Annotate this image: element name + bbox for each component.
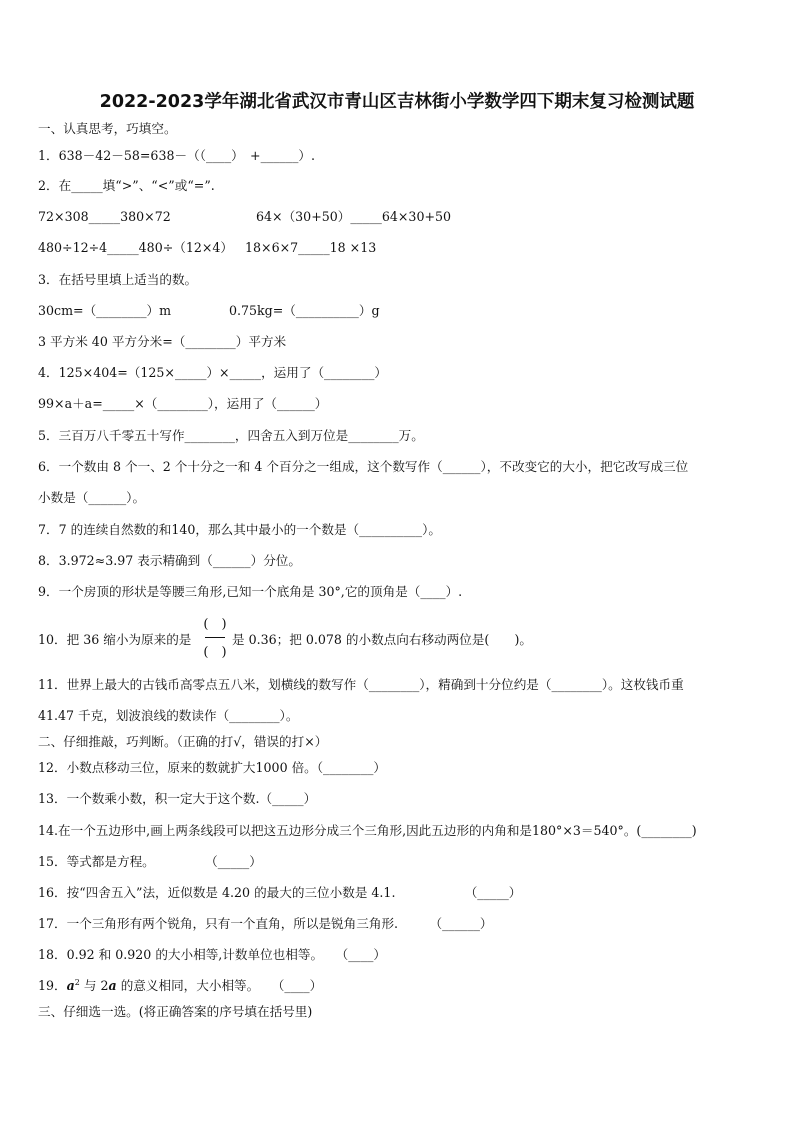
question-16: 16．按“四舍五入”法，近似数是 4.20 的最大的三位小数是 4.1. （_____） bbox=[38, 885, 522, 900]
page-title: 2022-2023学年湖北省武汉市青山区吉林街小学数学四下期末复习检测试题 bbox=[99, 92, 695, 112]
question-19-number: 19． bbox=[38, 978, 67, 993]
section-3-heading: 三、仔细选一选。(将正确答案的序号填在括号里) bbox=[38, 1004, 313, 1019]
question-17: 17．一个三角形有两个锐角，只有一个直角，所以是锐角三角形. （______） bbox=[38, 916, 493, 931]
fraction-denominator: ( ) bbox=[203, 645, 227, 660]
question-3: 3．在括号里填上适当的数。 bbox=[38, 272, 198, 287]
question-2-item-3: 480÷12÷4_____480÷（12×4） bbox=[38, 240, 234, 255]
question-6: 6．一个数由 8 个一、2 个十分之一和 4 个百分之一组成，这个数写作（______），不改变它的大小，把它改写成三位 bbox=[38, 459, 689, 474]
question-7: 7．7 的连续自然数的和140，那么其中最小的一个数是（__________）。 bbox=[38, 522, 441, 537]
variable-a: a bbox=[66, 978, 75, 993]
question-9: 9．一个房顶的形状是等腰三角形,已知一个底角是 30°,它的顶角是（____）. bbox=[38, 584, 463, 599]
question-4: 4．125×404=（125×_____）×_____，运用了（________） bbox=[38, 365, 388, 380]
question-2-item-4: 18×6×7_____18 ×13 bbox=[245, 240, 377, 255]
question-15: 15．等式都是方程。 （_____） bbox=[38, 854, 262, 869]
question-18: 18．0.92 和 0.920 的大小相等,计数单位也相等。 （____） bbox=[38, 947, 387, 962]
variable-a-2: a bbox=[108, 978, 117, 993]
question-10-part-2: 是 0.36；把 0.078 的小数点向右移动两位是( )。 bbox=[232, 632, 533, 647]
question-19 bbox=[38, 978, 322, 994]
question-2: 2．在_____填“>”、“<”或“=”. bbox=[38, 178, 215, 193]
question-1: 1．638－42－58=638－（（____） +______）. bbox=[38, 148, 315, 163]
question-2-item-2: 64×（30+50）_____64×30+50 bbox=[256, 209, 452, 224]
fraction-numerator: ( ) bbox=[203, 617, 227, 632]
question-19-mid: 与 2 bbox=[79, 978, 109, 993]
section-2-heading: 二、仔细推敲，巧判断。（正确的打√，错误的打×） bbox=[38, 734, 328, 749]
question-19-rest: 的意义相同，大小相等。 （____） bbox=[116, 978, 323, 993]
question-10-fraction bbox=[203, 611, 227, 661]
question-12: 12．小数点移动三位，原来的数就扩大1000 倍。（________） bbox=[38, 760, 387, 775]
question-13: 13．一个数乘小数，积一定大于这个数.（_____） bbox=[38, 791, 317, 806]
exponent: 2 bbox=[74, 977, 80, 987]
fraction-bar bbox=[205, 637, 225, 638]
question-5: 5．三百万八千零五十写作________，四舍五入到万位是________万。 bbox=[38, 428, 424, 443]
question-2-item-1: 72×308_____380×72 bbox=[38, 209, 171, 224]
question-8: 8．3.972≈3.97 表示精确到（______）分位。 bbox=[38, 553, 301, 568]
question-11-continued: 41.47 千克，划波浪线的数读作（________）。 bbox=[38, 708, 299, 723]
question-10-part-1: 10．把 36 缩小为原来的是 bbox=[38, 632, 192, 647]
question-11: 11．世界上最大的古钱币高零点五八米，划横线的数写作（________），精确到十分位约是（________）。这枚钱币重 bbox=[38, 677, 684, 692]
question-4-item-2: 99×a＋a=_____×（________），运用了（______） bbox=[38, 396, 328, 411]
question-6-continued: 小数是（______）。 bbox=[38, 490, 146, 505]
question-3-item-3: 3 平方米 40 平方分米=（________）平方米 bbox=[38, 334, 287, 349]
section-1-heading: 一、认真思考，巧填空。 bbox=[38, 121, 177, 136]
question-3-item-2: 0.75kg=（__________）g bbox=[229, 303, 380, 318]
question-14: 14.在一个五边形中,画上两条线段可以把这五边形分成三个三角形,因此五边形的内角和是180°×3＝540°。(________) bbox=[38, 823, 697, 838]
question-3-item-1: 30cm=（________）m bbox=[38, 303, 172, 318]
